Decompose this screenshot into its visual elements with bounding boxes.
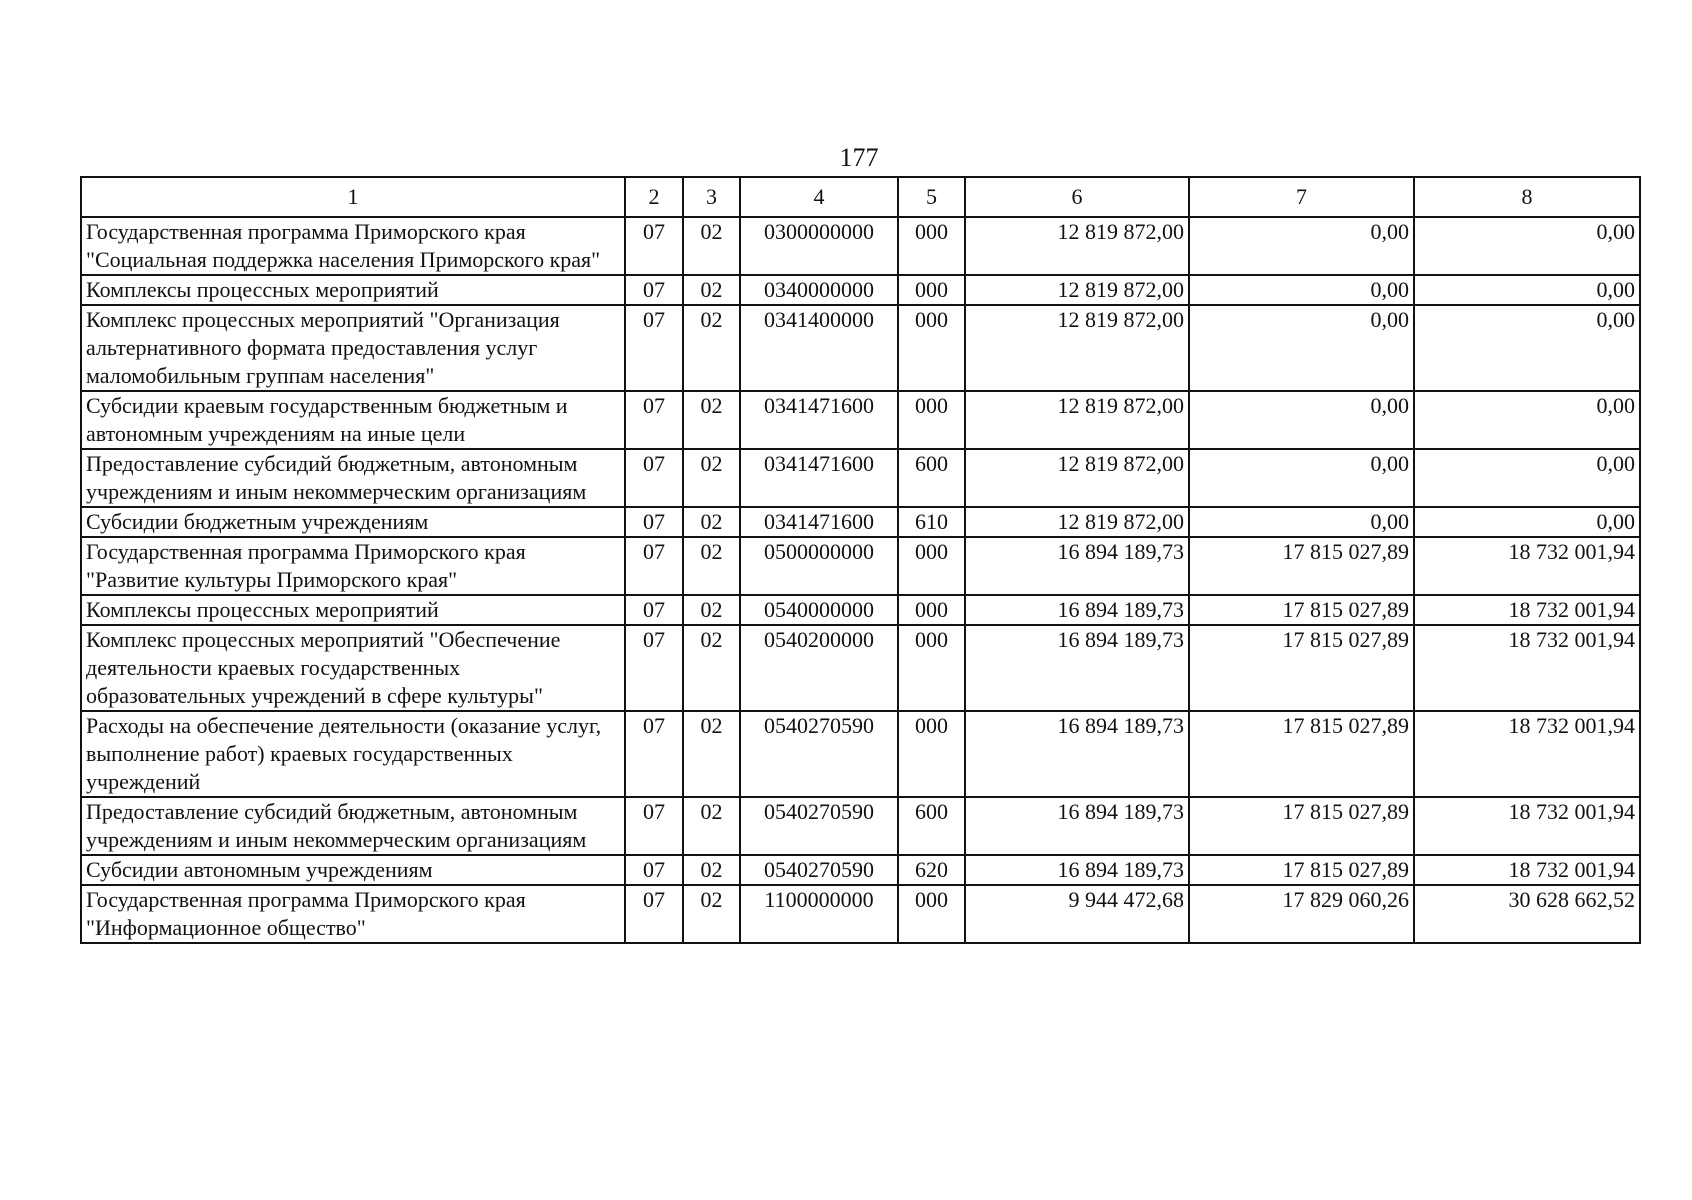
cell-subsection: 02 xyxy=(683,711,740,797)
cell-expense-type: 000 xyxy=(898,625,965,711)
cell-amount-col6: 16 894 189,73 xyxy=(965,537,1189,595)
cell-amount-col6: 12 819 872,00 xyxy=(965,391,1189,449)
cell-subsection: 02 xyxy=(683,625,740,711)
column-header: 4 xyxy=(740,177,898,217)
cell-section: 07 xyxy=(625,305,683,391)
cell-amount-col6: 16 894 189,73 xyxy=(965,855,1189,885)
cell-section: 07 xyxy=(625,711,683,797)
cell-section: 07 xyxy=(625,391,683,449)
page-number: 177 xyxy=(839,143,879,172)
cell-subsection: 02 xyxy=(683,275,740,305)
cell-amount-col7: 0,00 xyxy=(1189,275,1414,305)
cell-subsection: 02 xyxy=(683,537,740,595)
cell-amount-col7: 0,00 xyxy=(1189,217,1414,275)
cell-amount-col7: 17 815 027,89 xyxy=(1189,855,1414,885)
cell-name: Государственная программа Приморского края "Социальная поддержка населения Приморского края" xyxy=(81,217,625,275)
cell-name: Субсидии автономным учреждениям xyxy=(81,855,625,885)
cell-name: Субсидии бюджетным учреждениям xyxy=(81,507,625,537)
cell-target-code: 0540270590 xyxy=(740,711,898,797)
cell-target-code: 1100000000 xyxy=(740,885,898,943)
cell-amount-col7: 0,00 xyxy=(1189,449,1414,507)
cell-amount-col6: 16 894 189,73 xyxy=(965,625,1189,711)
cell-section: 07 xyxy=(625,275,683,305)
table-row xyxy=(81,507,1640,537)
table-row xyxy=(81,625,1640,711)
table-row xyxy=(81,595,1640,625)
cell-section: 07 xyxy=(625,855,683,885)
cell-expense-type: 600 xyxy=(898,449,965,507)
header-row xyxy=(81,177,1640,217)
cell-amount-col8: 0,00 xyxy=(1414,305,1640,391)
cell-subsection: 02 xyxy=(683,885,740,943)
cell-target-code: 0341471600 xyxy=(740,391,898,449)
cell-name: Расходы на обеспечение деятельности (оказание услуг, выполнение работ) краевых государственных учреждений xyxy=(81,711,625,797)
cell-expense-type: 000 xyxy=(898,391,965,449)
cell-expense-type: 000 xyxy=(898,275,965,305)
cell-amount-col7: 0,00 xyxy=(1189,507,1414,537)
table-row xyxy=(81,217,1640,275)
cell-target-code: 0500000000 xyxy=(740,537,898,595)
cell-name: Комплексы процессных мероприятий xyxy=(81,595,625,625)
cell-amount-col6: 12 819 872,00 xyxy=(965,305,1189,391)
table-row xyxy=(81,275,1640,305)
cell-target-code: 0341471600 xyxy=(740,449,898,507)
cell-section: 07 xyxy=(625,537,683,595)
cell-section: 07 xyxy=(625,449,683,507)
cell-name: Предоставление субсидий бюджетным, автономным учреждениям и иным некоммерческим организациям xyxy=(81,449,625,507)
cell-amount-col8: 18 732 001,94 xyxy=(1414,625,1640,711)
cell-amount-col8: 18 732 001,94 xyxy=(1414,797,1640,855)
cell-amount-col7: 17 829 060,26 xyxy=(1189,885,1414,943)
cell-target-code: 0540270590 xyxy=(740,797,898,855)
cell-subsection: 02 xyxy=(683,305,740,391)
cell-name: Предоставление субсидий бюджетным, автономным учреждениям и иным некоммерческим организациям xyxy=(81,797,625,855)
table-row xyxy=(81,797,1640,855)
cell-name: Государственная программа Приморского края "Развитие культуры Приморского края" xyxy=(81,537,625,595)
cell-amount-col7: 17 815 027,89 xyxy=(1189,797,1414,855)
cell-amount-col6: 12 819 872,00 xyxy=(965,217,1189,275)
cell-expense-type: 000 xyxy=(898,217,965,275)
cell-amount-col7: 17 815 027,89 xyxy=(1189,595,1414,625)
column-header: 1 xyxy=(81,177,625,217)
column-header: 8 xyxy=(1414,177,1640,217)
cell-target-code: 0341400000 xyxy=(740,305,898,391)
cell-subsection: 02 xyxy=(683,217,740,275)
cell-amount-col7: 17 815 027,89 xyxy=(1189,625,1414,711)
cell-amount-col8: 0,00 xyxy=(1414,449,1640,507)
cell-expense-type: 000 xyxy=(898,885,965,943)
cell-section: 07 xyxy=(625,625,683,711)
cell-subsection: 02 xyxy=(683,595,740,625)
cell-section: 07 xyxy=(625,507,683,537)
table-row xyxy=(81,537,1640,595)
table-row xyxy=(81,855,1640,885)
cell-target-code: 0300000000 xyxy=(740,217,898,275)
cell-amount-col7: 0,00 xyxy=(1189,391,1414,449)
cell-amount-col6: 16 894 189,73 xyxy=(965,595,1189,625)
cell-expense-type: 620 xyxy=(898,855,965,885)
cell-subsection: 02 xyxy=(683,391,740,449)
cell-amount-col6: 16 894 189,73 xyxy=(965,797,1189,855)
table-row xyxy=(81,391,1640,449)
column-header: 7 xyxy=(1189,177,1414,217)
cell-target-code: 0540200000 xyxy=(740,625,898,711)
cell-target-code: 0540270590 xyxy=(740,855,898,885)
column-header: 5 xyxy=(898,177,965,217)
cell-amount-col7: 0,00 xyxy=(1189,305,1414,391)
table-row xyxy=(81,305,1640,391)
cell-target-code: 0340000000 xyxy=(740,275,898,305)
cell-expense-type: 610 xyxy=(898,507,965,537)
cell-amount-col6: 9 944 472,68 xyxy=(965,885,1189,943)
cell-amount-col8: 0,00 xyxy=(1414,391,1640,449)
cell-expense-type: 000 xyxy=(898,595,965,625)
cell-name: Государственная программа Приморского края "Информационное общество" xyxy=(81,885,625,943)
cell-expense-type: 000 xyxy=(898,537,965,595)
cell-section: 07 xyxy=(625,797,683,855)
cell-amount-col8: 0,00 xyxy=(1414,507,1640,537)
cell-expense-type: 000 xyxy=(898,711,965,797)
cell-amount-col8: 0,00 xyxy=(1414,275,1640,305)
cell-section: 07 xyxy=(625,595,683,625)
cell-expense-type: 600 xyxy=(898,797,965,855)
cell-subsection: 02 xyxy=(683,855,740,885)
cell-target-code: 0540000000 xyxy=(740,595,898,625)
column-header: 2 xyxy=(625,177,683,217)
cell-name: Субсидии краевым государственным бюджетным и автономным учреждениям на иные цели xyxy=(81,391,625,449)
table-row xyxy=(81,711,1640,797)
cell-amount-col6: 12 819 872,00 xyxy=(965,507,1189,537)
cell-amount-col6: 12 819 872,00 xyxy=(965,449,1189,507)
cell-amount-col6: 12 819 872,00 xyxy=(965,275,1189,305)
column-header: 6 xyxy=(965,177,1189,217)
cell-expense-type: 000 xyxy=(898,305,965,391)
cell-subsection: 02 xyxy=(683,507,740,537)
cell-amount-col7: 17 815 027,89 xyxy=(1189,537,1414,595)
cell-section: 07 xyxy=(625,885,683,943)
cell-amount-col8: 18 732 001,94 xyxy=(1414,537,1640,595)
table-row xyxy=(81,449,1640,507)
cell-name: Комплексы процессных мероприятий xyxy=(81,275,625,305)
budget-table xyxy=(80,176,1641,944)
cell-amount-col8: 18 732 001,94 xyxy=(1414,711,1640,797)
cell-amount-col8: 0,00 xyxy=(1414,217,1640,275)
cell-amount-col8: 18 732 001,94 xyxy=(1414,855,1640,885)
cell-amount-col8: 18 732 001,94 xyxy=(1414,595,1640,625)
cell-target-code: 0341471600 xyxy=(740,507,898,537)
cell-amount-col7: 17 815 027,89 xyxy=(1189,711,1414,797)
cell-amount-col8: 30 628 662,52 xyxy=(1414,885,1640,943)
table-row xyxy=(81,885,1640,943)
cell-amount-col6: 16 894 189,73 xyxy=(965,711,1189,797)
cell-name: Комплекс процессных мероприятий "Обеспечение деятельности краевых государственных образовательных учреждений в сфере культуры" xyxy=(81,625,625,711)
column-header: 3 xyxy=(683,177,740,217)
cell-section: 07 xyxy=(625,217,683,275)
cell-name: Комплекс процессных мероприятий "Организация альтернативного формата предоставления услуг маломобильным группам населения" xyxy=(81,305,625,391)
cell-subsection: 02 xyxy=(683,449,740,507)
cell-subsection: 02 xyxy=(683,797,740,855)
